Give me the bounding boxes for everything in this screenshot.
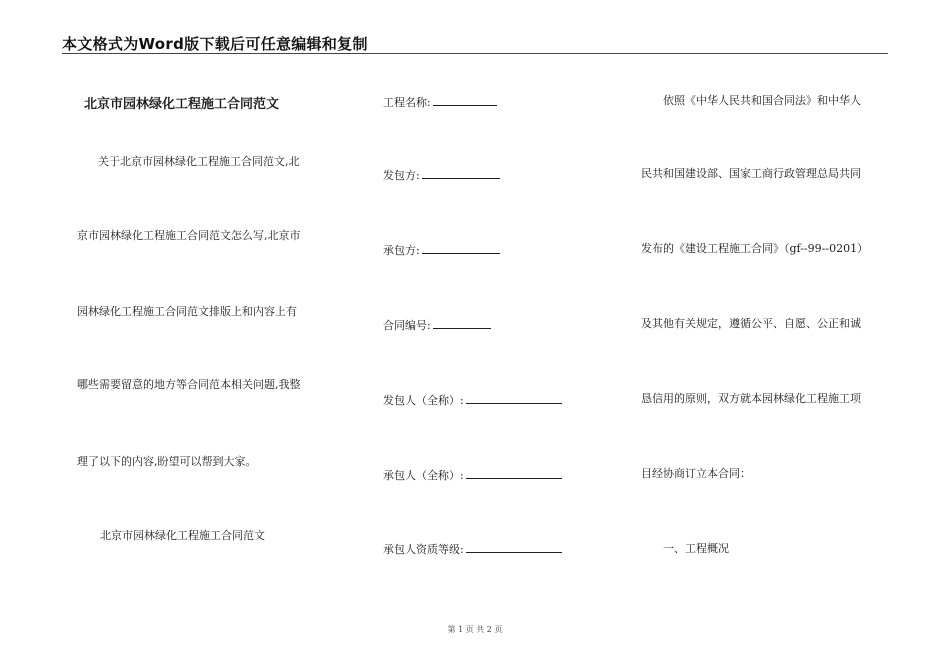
header-divider — [62, 53, 888, 54]
intro-line-1: 关于北京市园林绿化工程施工合同范文,北 — [98, 155, 300, 168]
field-label: 发包人（全称）: — [383, 394, 464, 407]
blank-line — [466, 467, 562, 479]
intro-line-2: 京市园林绿化工程施工合同范文怎么写,北京市 — [77, 229, 301, 242]
document-title: 北京市园林绿化工程施工合同范文 — [84, 97, 280, 112]
clause-line-4: 及其他有关规定，遵循公平、自愿、公正和诚 — [641, 317, 861, 330]
intro-line-3: 园林绿化工程施工合同范文排版上和内容上有 — [77, 305, 297, 318]
clause-line-3: 发布的《建设工程施工合同》（gf--99--0201） — [641, 242, 869, 255]
blank-line — [466, 541, 562, 553]
field-label: 合同编号: — [383, 319, 431, 332]
field-qualification-grade — [383, 541, 562, 557]
blank-line — [433, 317, 491, 329]
field-label: 承包人资质等级: — [383, 543, 464, 556]
document-banner: 本文格式为Word版下载后可任意编辑和复制 — [62, 35, 368, 53]
field-project-name — [383, 94, 497, 110]
field-contractor-fullname — [383, 467, 562, 483]
field-client-fullname — [383, 392, 562, 408]
field-contractor — [383, 242, 500, 258]
blank-line — [466, 392, 562, 404]
blank-line — [433, 94, 497, 106]
field-label: 承包方: — [383, 244, 420, 257]
field-client — [383, 167, 500, 183]
page-number: 第 1 页 共 2 页 — [447, 625, 503, 634]
section-heading: 一、工程概况 — [663, 542, 729, 555]
blank-line — [422, 167, 500, 179]
clause-line-1: 依照《中华人民共和国合同法》和中华人 — [663, 94, 861, 107]
intro-line-4: 哪些需要留意的地方等合同范本相关问题,我整 — [77, 378, 301, 391]
field-contract-number — [383, 317, 491, 333]
field-label: 工程名称: — [383, 96, 431, 109]
clause-line-6: 目经协商订立本合同： — [641, 467, 751, 480]
intro-line-5: 理了以下的内容,盼望可以帮到大家。 — [77, 455, 257, 468]
clause-line-5: 恳信用的原则，双方就本园林绿化工程施工项 — [641, 392, 861, 405]
field-label: 承包人（全称）: — [383, 469, 464, 482]
clause-line-2: 民共和国建设部、国家工商行政管理总局共同 — [641, 167, 861, 180]
section-subtitle: 北京市园林绿化工程施工合同范文 — [100, 529, 265, 542]
blank-line — [422, 242, 500, 254]
field-label: 发包方: — [383, 169, 420, 182]
